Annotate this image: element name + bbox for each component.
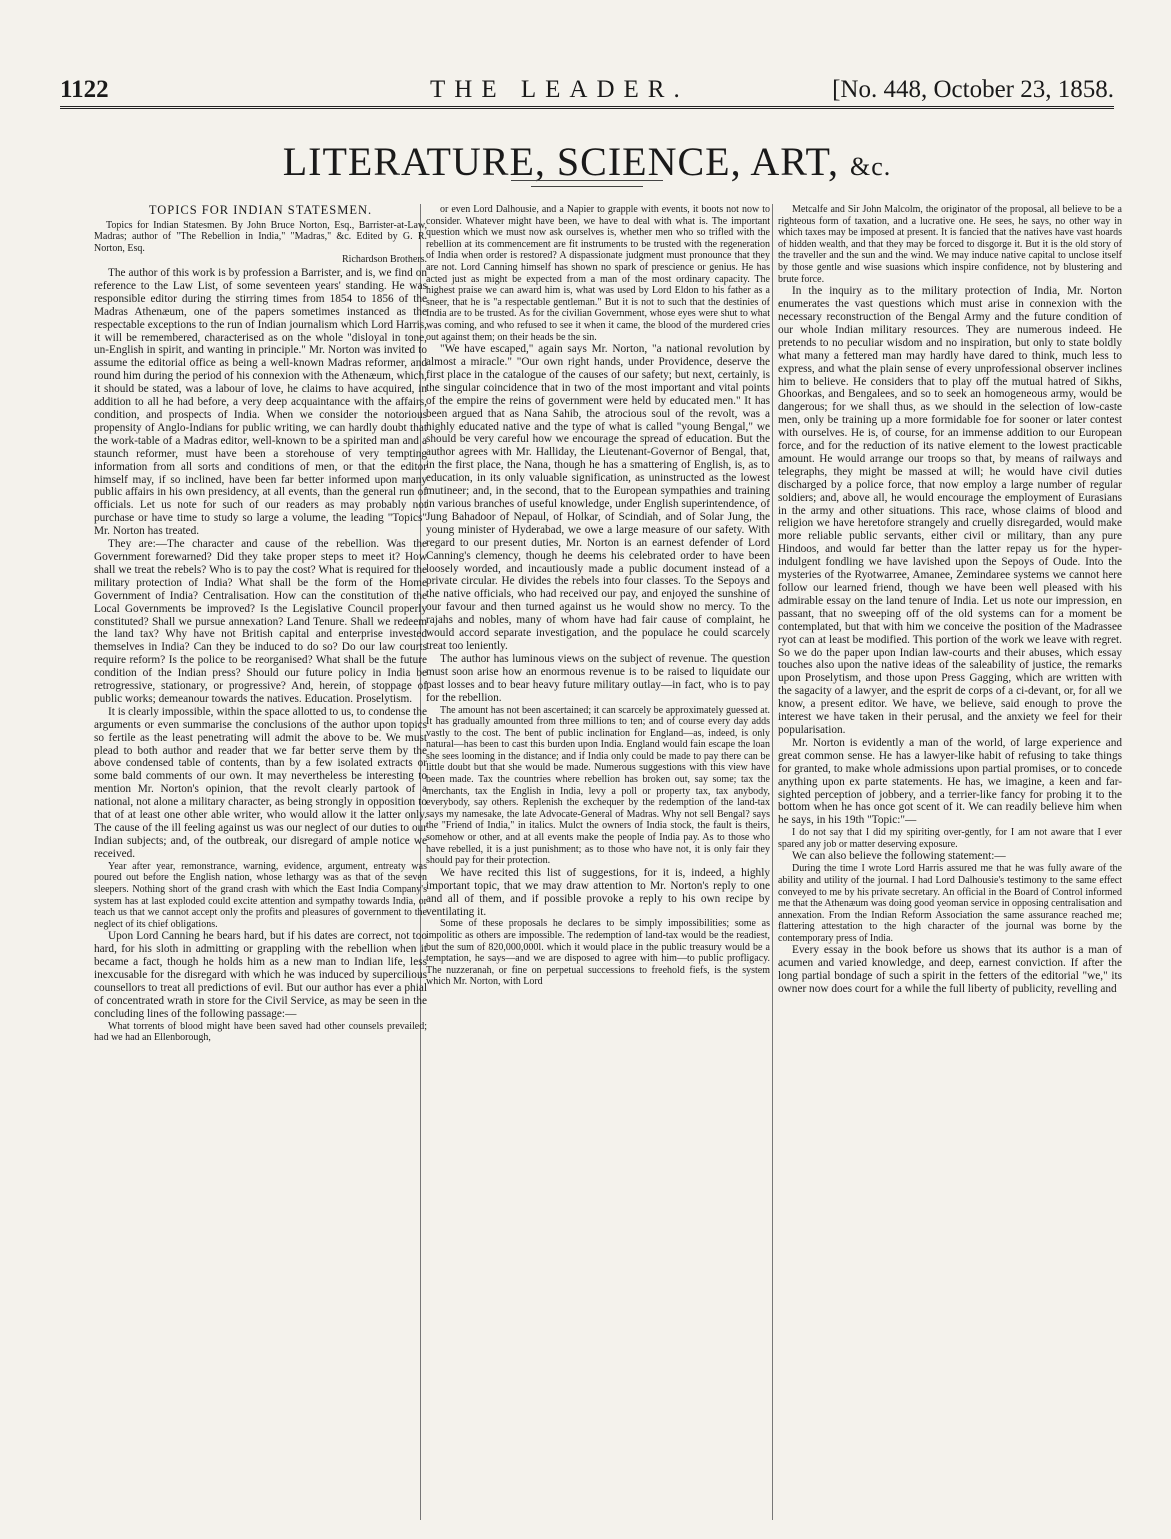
article-title: TOPICS FOR INDIAN STATESMEN. — [148, 204, 373, 217]
quoted-passage: Year after year, remonstrance, warning, evidence, argument, entreaty was poured out before the English nation, whose lethargy was as that of the seven sleepers. Nothing short of the grand crash with which the East India Company's system has at last exploded could excite attention and sympathy towards India, or teach us that we cannot accept only the profits and pleasures of government to the neglect of its chief obligations. — [94, 860, 427, 930]
column-divider — [772, 204, 773, 1520]
paragraph: "We have escaped," again says Mr. Norton, "a national revolution by almost a miracle." "Our own right hands, under Providence, deserve the first place in the catalogue of the causes of our safety; but next, certainly, is the singular coincidence that in two of the most important and vital points of the empire the reins of government were held by educated men." It has been argued that as Nana Sahib, the atrocious soul of the revolt, was a highly educated native and the type of what is called "young Bengal," we should be very careful how we encourage the spread of education. But the author agrees with Mr. Halliday, the Lieutenant-Governor of Bengal, that, in the first place, the Nana, though he has a smattering of English, is, as to education, in its only valuable signification, as uninstructed as the lowest mutineer; and, in the second, that to the European sympathies and training in various branches of useful knowledge, under English superintendence, of Jung Bahadoor of Nepaul, of Holkar, of Scindiah, and of Solar Jung, the young minister of Hyderabad, we owe a large measure of our safety. With regard to our present duties, Mr. Norton is an earnest defender of Lord Canning's clemency, though he deems his celebrated order to have been loosely worded, and incautiously made a public document instead of a private circular. He divides the rebels into four classes. To the Sepoys and the native officials, who had received our pay, and enjoyed the sunshine of our favour and then turned against us he would show no mercy. To the rajahs and nobles, many of whom have had fair cause of complaint, he would accord separate investigation, and the populace he could scarcely treat too leniently. — [426, 343, 770, 652]
paper-name: THE LEADER. — [430, 76, 689, 103]
paragraph: Upon Lord Canning he bears hard, but if his dates are correct, not too hard, for his sloth in admitting or grappling with the rebellion when it became a fact, though he holds him as a new man to Indian life, less inexcusable for the disregard with which he was induced by supercilious counsellors to treat all predictions of evil. But our author has ever a phial of concentrated wrath in store for the Civil Service, as may be seen in the concluding lines of the following passage:— — [94, 930, 427, 1020]
page-number: 1122 — [60, 76, 109, 103]
section-title-suffix: &c. — [850, 152, 892, 181]
masthead — [60, 76, 1114, 109]
paragraph: We can also believe the following statement:— — [792, 850, 1006, 863]
decorative-rule — [531, 186, 643, 187]
paragraph: Every essay in the book before us shows that its author is a man of acumen and varied knowledge, and deep, earnest conviction. If after the long partial bondage of such a spirit in the fetters of the editorial "we," its owner now does court for a while the full liberty of publicity, revelling and — [778, 944, 1122, 996]
column-3 — [778, 204, 1122, 1520]
column-1 — [94, 204, 427, 1520]
column-2 — [426, 204, 770, 1520]
paragraph: Mr. Norton is evidently a man of the world, of large experience and great common sense. He has a lawyer-like habit of refusing to take things for granted, to make whole admissions upon partial promises, or to concede anything upon ex parte statements. He has, we imagine, a keen and far-sighted perception of jobbery, and a terrier-like fancy for probing it to the bottom when he has once got scent of it. We can readily believe him when he says, in his 19th "Topic:"— — [778, 736, 1122, 827]
section-title — [60, 138, 1114, 185]
quoted-passage: The amount has not been ascertained; it can scarcely be approximately guessed at. It has gradually amounted from three millions to ten; and of course every day adds vastly to the cost. The bent of public inclination for England—as, indeed, is only natural—has been to cast this burden upon India. England would fain escape the loan she sees looming in the distance; and if India only could be made to pay there can be little doubt but that she would be made. Numerous suggestions with this view have been made. Tax the countries where rebellion has broken out, say some; tax the merchants, tax the English in India, levy a poll or property tax, tax anybody, everybody, say others. Replenish the exchequer by the redemption of the land-tax says my namesake, the late Advocate-General of Madras. Why not sell Bengal? says the "Friend of India," in italics. Mulct the owners of India stock, the fault is theirs, somehow or other, and at all events make the people of India pay. As to those who have rebelled, it is a just punishment; as to those who have not, it is only fair they should pay for their protection. — [426, 704, 770, 867]
paragraph: They are:—The character and cause of the rebellion. Was the Government forewarned? Did they take proper steps to meet it? How shall we treat the rebels? Who is to pay the cost? What is required for the military protection of India? What shall be the form of the Home Government of India? Centralisation. How can the constitution of the Local Governments be improved? Is the Legislative Council properly constituted? Shall we pursue annexation? Land Tenure. Shall we redeem the land tax? Why have not British capital and enterprise invested themselves in India? Can they be induced to do so? Do our law courts require reform? Is the police to be reorganised? What shall be the future condition of the Indian press? Should our future policy in India be retrogressive, stationary, or progressive? And, herein, of stoppage of public works; demeanour towards the natives. Education. Proselytism. — [94, 538, 427, 705]
quoted-passage: What torrents of blood might have been saved had other counsels prevailed; had we had an Ellenborough, — [94, 1020, 427, 1044]
quoted-passage: I do not say that I did my spiriting over-gently, for I am not aware that I ever spared any job or matter deserving exposure. — [778, 827, 1122, 850]
article-byline: Topics for Indian Statesmen. By John Bruce Norton, Esq., Barrister-at-Law, Madras; author of "The Rebellion in India," "Madras," &c. Edited by G. R. Norton, Esq. — [94, 219, 427, 254]
paragraph: In the inquiry as to the military protection of India, Mr. Norton enumerates the vast questions which must arise in connexion with the necessary reconstruction of the Bengal Army and the future condition of our whole Indian military resources. They are numerous indeed. He pretends to no peculiar wisdom and no inspiration, but only to state boldly what many a fettered man may hardly have dared to think, much less to express, and what the plain sense of every unprofessional observer inclines him to believe. He considers that to play off the mutual hatred of Sikhs, Ghoorkas, and Bengalees, and so to seek an homogeneous army, would be dangerous; for we shall thus, as we should in the selection of low-caste men, only be training up a more formidable foe for sooner or later contest with ourselves. He is, of course, for an immense addition to our European force, and for the reduction of its native element to the lowest practicable amount. He would arrange our troops so that, by means of railways and telegraphs, they might be massed at will; he would have civil duties discharged by a police force, that now employ a large number of regular soldiers; and, above all, he would encourage the employment of Eurasians in the army and other situations. This race, whose claims of blood and religion we have heretofore strangely and cruelly disregarded, would make more reliable public servants, either civil or military, than any pure Hindoos, and would far better than the latter repay us for the hyper-indulgent fondling we have lavished upon the Sepoys of Oude. Into the mysteries of the Ryotwarree, Amanee, Zemindaree systems we cannot here follow our learned friend, though we have been well pleased with his admirable essay on the land tenure of India. Let us note our impression, en passant, that no sweeping off of the old systems can for a moment be contemplated, but that with him we conceive the position of the Madrassee ryot can at least be modified. This portion of the work we leave with regret. So we do the paper upon Indian law-courts and their abuses, which essay touches also upon the native ideas of the saleability of justice, the remarks upon Proselytism, and those upon Press Gagging, which are written with the sagacity of a lawyer, and the esprit de corps of a ci-devant, or, for all we know, a present editor. We have, we believe, said enough to prove the interest we have taken in their perusal, and the anxiety we feel for their popularisation. — [778, 285, 1122, 736]
paragraph: The author of this work is by profession a Barrister, and is, we find on reference to the Law List, of some seventeen years' standing. He was responsible editor during the stirring times from 1854 to 1856 of the Madras Athenæum, one of the papers sometimes instanced as the respectable exceptions to the run of Indian journalism which Lord Harris, it will be remembered, characterised as on the whole "disloyal in tone, un-English in spirit, and wanting in principle." Mr. Norton was invited to assume the editorial office as being a well-known Madras reformer, and round him during the period of his connexion with the Athenæum, which, it should be stated, was a labour of love, he claims to have acquired, in addition to all he had before, a very deep acquaintance with the affairs, condition, and prospects of India. When we consider the notorious propensity of Anglo-Indians for public writing, we can hardly doubt that the work-table of a Madras editor, well-known to be a spirited man and a staunch reformer, must have been a storehouse of very tempting information from all sorts and conditions of men, or that the editor himself may, if so inclined, have been far better informed upon many public affairs in his own presidency, at all events, than the general run of officials. Let us note for such of our readers as may probably not purchase or have time to study so large a volume, the leading "Topics" Mr. Norton has treated. — [94, 267, 427, 538]
article-publisher: Richardson Brothers. — [342, 254, 427, 266]
quoted-passage: Some of these proposals he declares to be simply impossibilities; some as impolitic as others are impossible. The redemption of land-tax would be the readiest, but the sum of 820,000,000l. which it would place in the public treasury would be a temptation, he says—and we are disposed to agree with him—to public profligacy. The nuzzeranah, or fine on perpetual successions to freehold fiefs, is the system which Mr. Norton, with Lord — [426, 918, 770, 988]
quoted-passage: or even Lord Dalhousie, and a Napier to grapple with events, it boots not now to consider. Whatever might have been, we have to deal with what is. The important question which we must now ask ourselves is, whether men who so trifled with the rebellion at its commencement are fit instruments to be trusted with the regeneration of India when order is restored? A dispassionate judgment must pronounce that they are not. Lord Canning himself has shown no spark of prescience or genius. He has acted just as might be expected from a man of the most ordinary capacity. The highest praise we can award him is, what was used by Lord Eldon to his father as a sneer, that he is "a respectable gentleman." But it is not to such that the destinies of India are to be trusted. As for the civilian Government, whose eyes were shut to what was coming, and who refused to see it when it came, the blood of the murdered cries out against them; on their heads be the sin. — [426, 204, 770, 343]
decorative-rule — [511, 180, 663, 181]
paragraph: It is clearly impossible, within the space allotted to us, to condense the arguments or even summarise the conclusions of the author upon topics so fertile as the least penetrating will admit the above to be. We must plead to both author and reader that we far better serve them by the above condensed table of contents, than by a few isolated extracts or some bald comments of our own. It may nevertheless be interesting to mention Mr. Norton's opinion, that the revolt clearly partook of a national, not alone a military character, as being strongly in opposition to that of at least one other able writer, who would allow it the latter only. The cause of the ill feeling against us was our neglect of our duties to our Indian subjects; and, of the outbreak, our disregard of ample notice we received. — [94, 705, 427, 860]
paragraph: The author has luminous views on the subject of revenue. The question must soon arise how an enormous revenue is to be raised to liquidate our past losses and to bear heavy future military outlay—in fact, who is to pay for the rebellion. — [426, 652, 770, 704]
quoted-passage: During the time I wrote Lord Harris assured me that he was fully aware of the ability and utility of the journal. I had Lord Dalhousie's testimony to the same effect conveyed to me by his private secretary. An official in the Board of Control informed me that the Athenæum was doing good yeoman service in opposing centralisation and annexation. From the Indian Reform Association the same assurance reached me; flattering attestation to the high character of the journal was borne by the contemporary press of India. — [778, 863, 1122, 944]
quoted-passage: Metcalfe and Sir John Malcolm, the originator of the proposal, all believe to be a righteous form of taxation, and a lucrative one. He sees, he says, no other way in which taxes may be imposed at present. It is fancied that the natives have vast hoards of hidden wealth, and that they may be forced to disgorge it. But it is the old story of the traveller and the sun and the wind. We may induce native capital to unclose itself by those gentle and wise suasions which inspire confidence, not by blustering and brute force. — [778, 204, 1122, 285]
section-title-text: LITERATURE, SCIENCE, ART, — [282, 139, 840, 184]
issue-date: [No. 448, October 23, 1858. — [832, 76, 1114, 103]
paragraph: We have recited this list of suggestions, for it is, indeed, a highly important topic, that we may draw attention to Mr. Norton's reply to one and all of them, and if possible provoke a reply to his own recipe by ventilating it. — [426, 866, 770, 918]
